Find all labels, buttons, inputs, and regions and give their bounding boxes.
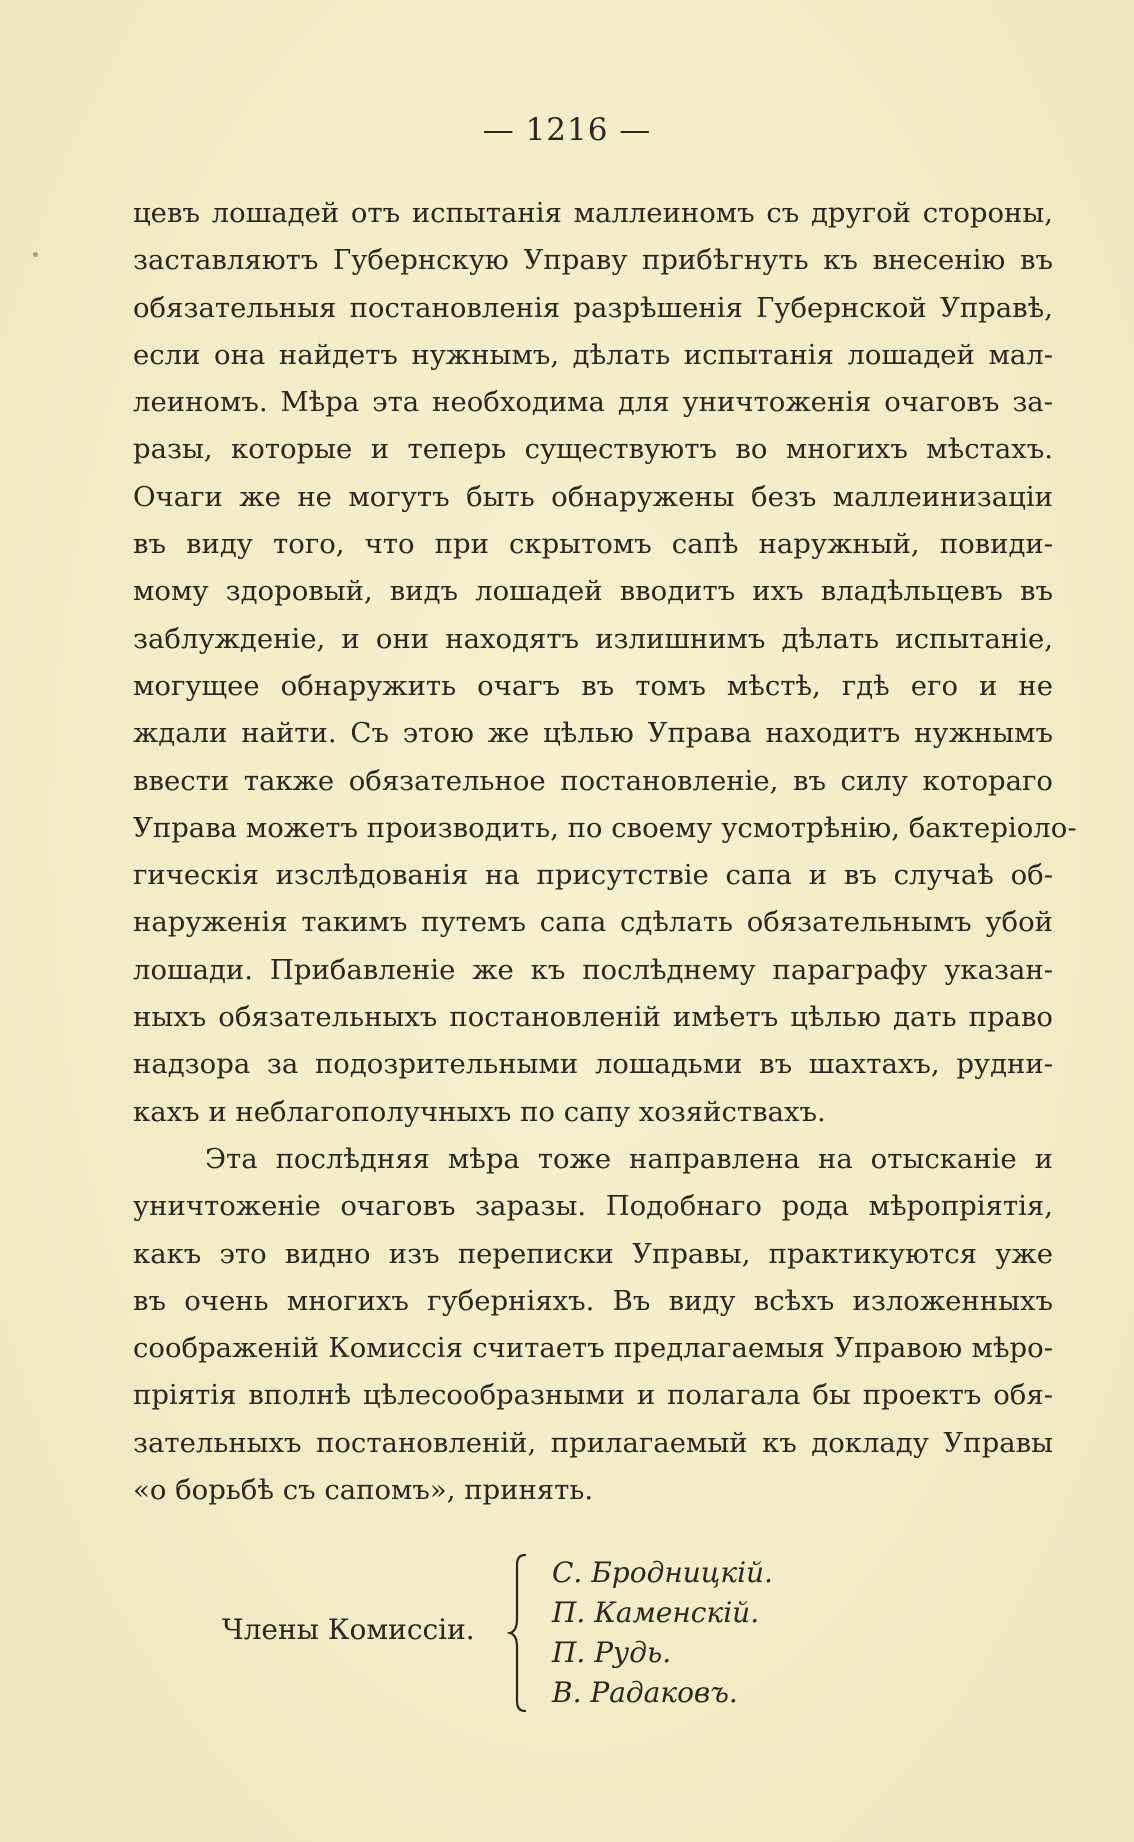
text-line: уничтоженіе очаговъ заразы. Подобнаго рода мѣропріятія, <box>133 1190 1053 1223</box>
text-line: разы, которые и теперь существуютъ во многихъ мѣстахъ. <box>133 433 1053 466</box>
text-line: ввести также обязательное постановленіе, въ силу котораго <box>133 764 1053 797</box>
text-line: ждали найти. Съ этою же цѣлью Управа находитъ нужнымъ <box>133 717 1053 750</box>
text-line: могущее обнаружить очагъ въ томъ мѣстѣ, гдѣ его и не <box>133 669 1053 702</box>
text-line: пріятія вполнѣ цѣлесообразными и полагала бы проектъ обя- <box>133 1379 1053 1412</box>
signatory-name: В. Радаковъ. <box>552 1676 738 1709</box>
text-line: мому здоровый, видъ лошадей вводитъ ихъ владѣльцевъ въ <box>133 575 1053 608</box>
text-line: заставляютъ Губернскую Управу прибѣгнуть къ внесенію въ <box>133 244 1053 277</box>
text-line: какъ это видно изъ переписки Управы, практикуются уже <box>133 1237 1053 1270</box>
signature-block <box>222 1553 822 1713</box>
text-line: леиномъ. Мѣра эта необходима для уничтоженія очаговъ за- <box>133 386 1053 419</box>
text-line: обязательныя постановленія разрѣшенія Губернской Управѣ, <box>133 291 1053 324</box>
body-text <box>133 190 1077 1514</box>
signature-names <box>552 1553 773 1713</box>
text-line: въ очень многихъ губерніяхъ. Въ виду всѣхъ изложенныхъ <box>133 1284 1053 1317</box>
text-line: Очаги же не могутъ быть обнаружены безъ маллеинизаціи <box>133 480 1053 513</box>
text-line: Управа можетъ производить, по своему усмотрѣнію, бактеріоло- <box>133 811 1077 844</box>
signatory-name: С. Бродницкій. <box>552 1556 773 1589</box>
text-line: заблужденіе, и они находятъ излишнимъ дѣлать испытаніе, <box>133 622 1053 655</box>
text-line: въ виду того, что при скрытомъ сапѣ наружный, повиди- <box>133 528 1053 561</box>
text-line: гическія изслѣдованія на присутствіе сапа и въ случаѣ об- <box>133 859 1053 892</box>
signatory-name: П. Каменскій. <box>552 1596 760 1629</box>
signatory-name: П. Рудь. <box>552 1636 672 1669</box>
text-line: если она найдетъ нужнымъ, дѣлать испытанія лошадей мал- <box>133 338 1053 371</box>
text-line: «о борьбѣ съ сапомъ», принять. <box>133 1474 594 1507</box>
text-line: соображеній Комиссія считаетъ предлагаемыя Управою мѣро- <box>133 1332 1053 1365</box>
signature-label: Члены Комиссіи. <box>222 1613 475 1646</box>
text-line: зательныхъ постановленій, прилагаемый къ докладу Управы <box>133 1426 1053 1459</box>
text-line: ныхъ обязательныхъ постановленій имѣетъ цѣлью дать право <box>133 1001 1053 1034</box>
curly-brace-icon <box>507 1553 531 1713</box>
text-line: наруженія такимъ путемъ сапа сдѣлать обязательнымъ убой <box>133 906 1053 939</box>
text-line: лошади. Прибавленіе же къ послѣднему параграфу указан- <box>133 953 1053 986</box>
text-line: кахъ и неблагополучныхъ по сапу хозяйствахъ. <box>133 1095 826 1128</box>
text-line: цевъ лошадей отъ испытанія маллеиномъ съ другой стороны, <box>133 197 1053 229</box>
page-number: — 1216 — <box>482 112 652 148</box>
text-line: надзора за подозрительными лошадьми въ шахтахъ, рудни- <box>133 1048 1053 1081</box>
text-line: Эта послѣдняя мѣра тоже направлена на отысканіе и <box>205 1142 1053 1175</box>
ink-speck <box>33 252 38 257</box>
